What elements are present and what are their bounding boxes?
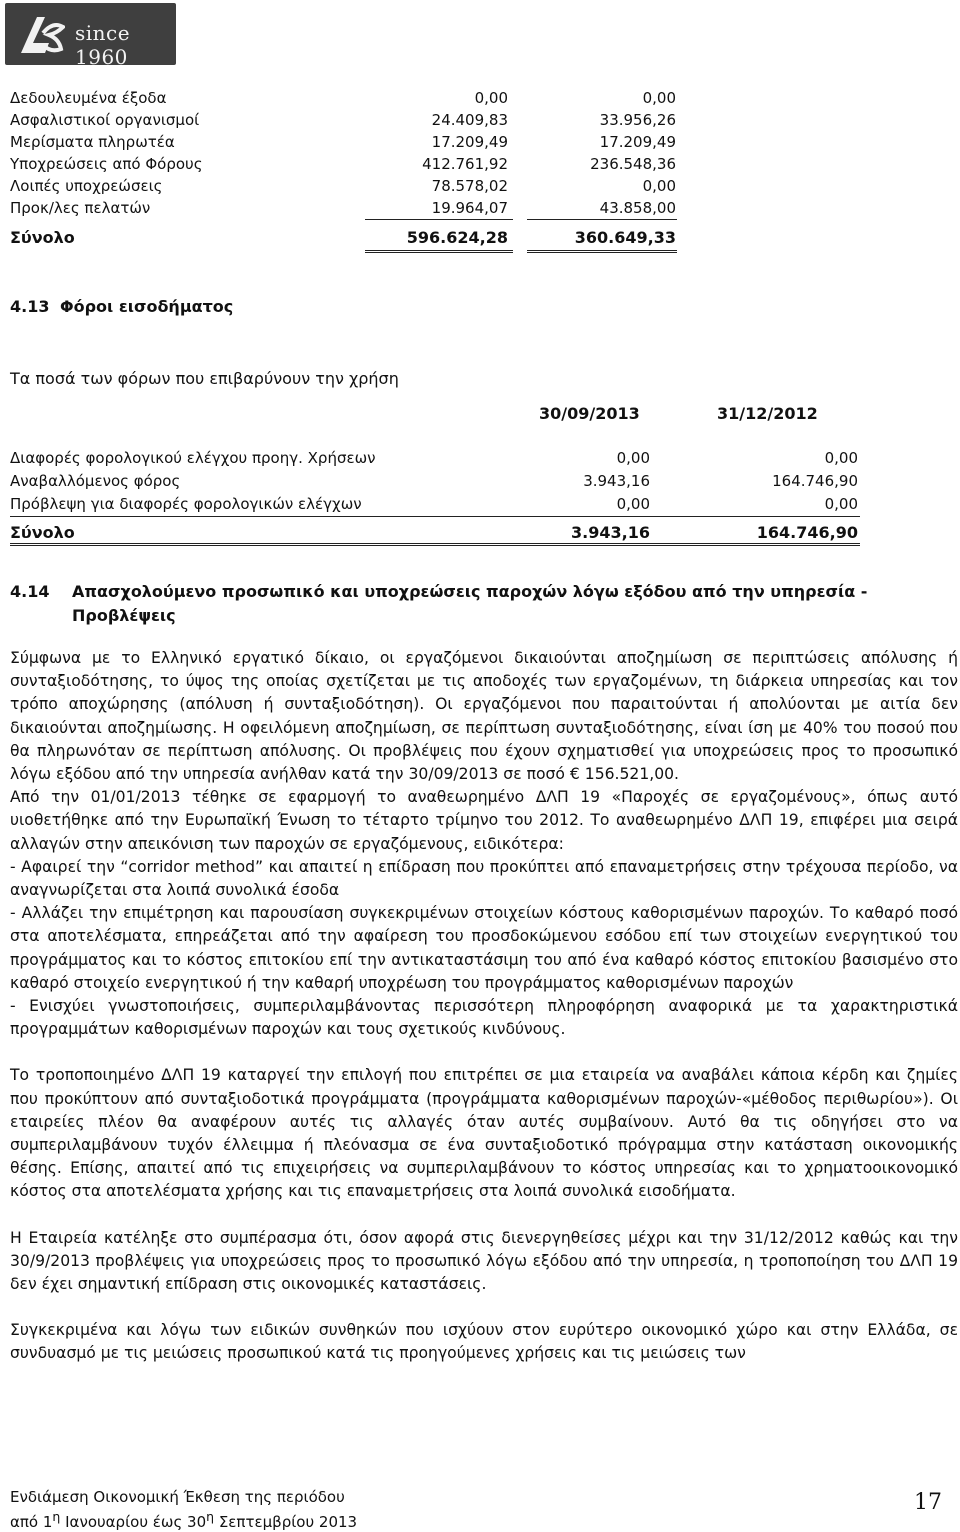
table-total-row bbox=[10, 219, 680, 253]
ordinal-superscript: η bbox=[52, 1509, 61, 1524]
company-logo bbox=[5, 3, 176, 69]
bullet-item: - Αφαιρεί την “corridor method” και απαιτεί η επίδραση που προκύπτει από επαναμετρήσεις στην τρέχουσα περίοδο, να αναγνωρίζεται στα λοιπά συνολικά έσοδα bbox=[10, 857, 958, 900]
total-value-current: 3.943,16 bbox=[571, 523, 650, 542]
table-row bbox=[10, 153, 680, 175]
table-total-row bbox=[10, 516, 860, 546]
section-title: Φόροι εισοδήματος bbox=[60, 297, 234, 316]
total-label: Σύνολο bbox=[10, 228, 75, 247]
row-value-current: 19.964,07 bbox=[431, 199, 508, 217]
footer-line-2 bbox=[10, 1507, 357, 1532]
row-label: Μερίσματα πληρωτέα bbox=[10, 133, 175, 151]
table-row bbox=[10, 175, 680, 197]
row-label: Δεδουλευμένα έξοδα bbox=[10, 89, 167, 107]
table-row bbox=[10, 109, 680, 131]
row-value-current: 17.209,49 bbox=[431, 133, 508, 151]
bullet-item: - Αλλάζει την επιμέτρηση και παρουσίαση συγκεκριμένων στοιχείων κόστους καθορισμένων παροχών. Το καθαρό ποσό στα αποτελέσματα, επηρεάζεται από την αφαίρεση του προσδοκώμενου εσόδου επί των στοιχείων ενεργητικού του προγράμματος και το κόστος επιτοκίου επί την αντικαταστάσιμη του από ένα καθαρό κόστος επιτοκίου βασισμένο στο καθαρό στοιχείο ενεργητικού ή την καθαρή υποχρέωση του προγράμματος καθορισμένων παροχών bbox=[10, 904, 958, 992]
page-number: 17 bbox=[914, 1490, 942, 1515]
row-label: Λοιπές υποχρεώσεις bbox=[10, 177, 163, 195]
row-label: Υποχρεώσεις από Φόρους bbox=[10, 155, 203, 173]
bullet-item: - Ενισχύει γνωστοποιήσεις, συμπεριλαμβάνοντας περισσότερη πληροφόρηση αναφορικά με τα χαρακτηριστικά προγραμμάτων καθορισμένων παροχών και τους σχετικούς κινδύνους. bbox=[10, 997, 958, 1039]
table-row bbox=[10, 131, 680, 153]
ordinal-superscript: η bbox=[206, 1509, 215, 1524]
paragraph: Σύμφωνα με το Ελληνικό εργατικό δίκαιο, οι εργαζόμενοι δικαιούνται αποζημίωση σε περιπτώσεις απόλυσης ή συνταξιοδότησης, το ύψος της οποίας σχετίζεται με τις αποδοχές των εργαζομένων, τη διάρκεια υπηρεσίας και τον τρόπο αποχώρησης (απόλυση ή συνταξιοδότηση). Οι εργαζόμενοι που παραιτούνται ή απολύονται με αιτία δεν δικαιούνται αποζημίωσης. Η οφειλόμενη αποζημίωση, σε περίπτωση συνταξιοδότησης, είναι ίση με 40% του ποσού που θα πληρωνόταν σε περίπτωση απόλυσης. Οι προβλέψεις που έχουν σχηματισθεί για υποχρεώσεις προς το προσωπικό λόγω εξόδου από την υπηρεσία ανήλθαν κατά την 30/09/2013 σε ποσό € 156.521,00. bbox=[10, 649, 958, 784]
row-label: Αναβαλλόμενος φόρος bbox=[10, 472, 181, 490]
total-label: Σύνολο bbox=[10, 523, 75, 542]
total-value-prior: 360.649,33 bbox=[574, 228, 676, 247]
section-title: Απασχολούμενο προσωπικό και υποχρεώσεις παροχών λόγω εξόδου από την υπηρεσία - Προβλέψεις bbox=[72, 582, 868, 625]
row-label: Διαφορές φορολογικού ελέγχου προηγ. Χρήσεων bbox=[10, 449, 376, 467]
logo-text: since 1960 bbox=[75, 21, 131, 69]
section-intro: Τα ποσά των φόρων που επιβαρύνουν την χρήση bbox=[10, 369, 399, 388]
row-value-current: 24.409,83 bbox=[431, 111, 508, 129]
row-value-prior: 43.858,00 bbox=[599, 199, 676, 217]
section-number: 4.13 bbox=[10, 297, 50, 316]
footer-line-1: Ενδιάμεση Οικονομική Έκθεση της περιόδου bbox=[10, 1488, 345, 1506]
table-row bbox=[10, 447, 860, 470]
row-value-current: 0,00 bbox=[474, 89, 508, 107]
row-value-prior: 236.548,36 bbox=[590, 155, 676, 173]
section-heading-4-13 bbox=[10, 297, 233, 316]
row-value-current: 0,00 bbox=[616, 495, 650, 513]
row-label: Ασφαλιστικοί οργανισμοί bbox=[10, 111, 200, 129]
row-value-current: 3.943,16 bbox=[583, 472, 650, 490]
section-number: 4.14 bbox=[10, 582, 50, 601]
paragraph: Συγκεκριμένα και λόγω των ειδικών συνθηκών που ισχύουν στον ευρύτερο οικονομικό χώρο και στην Ελλάδα, σε συνδυασμό με τις μειώσεις προσωπικού κατά τις προηγούμενες χρήσεις και τις μειώσεις των bbox=[10, 1321, 958, 1363]
row-value-current: 412.761,92 bbox=[422, 155, 508, 173]
row-value-current: 78.578,02 bbox=[431, 177, 508, 195]
total-value-prior: 164.746,90 bbox=[756, 523, 858, 542]
section-body bbox=[10, 647, 958, 1366]
divider bbox=[527, 250, 677, 253]
row-value-prior: 0,00 bbox=[824, 495, 858, 513]
row-value-prior: 17.209,49 bbox=[599, 133, 676, 151]
section-heading-4-14 bbox=[10, 580, 870, 628]
table-row bbox=[10, 197, 680, 219]
table-row bbox=[10, 87, 680, 109]
logo-mark-icon bbox=[19, 13, 65, 55]
footer-text: από 1 bbox=[10, 1513, 53, 1531]
row-value-prior: 0,00 bbox=[642, 177, 676, 195]
table-row bbox=[10, 470, 860, 493]
column-header-current: 30/09/2013 bbox=[539, 404, 640, 423]
page-footer bbox=[10, 1487, 357, 1532]
paragraph: Το τροποποιημένο ΔΛΠ 19 καταργεί την επιλογή που επιτρέπει σε μια εταιρεία να αναβάλει κάποια κέρδη και ζημίες που προκύπτουν από συνταξιοδοτικά προγράμματα (προγράμματα καθορισμένων παροχών-«μέθοδος περιθωρίου»). Οι εταιρείες πλέον θα αναφέρουν αυτές τις αλλαγές όταν αυτές συμβαίνουν. Αυτό θα τις οδηγήσει στο να συμπεριλαμβάνουν τυχόν έλλειμμα ή πλεόνασμα σε ένα συνταξιοδοτικό πρόγραμμα στην κατάσταση οικονομικής θέσης. Επίσης, απαιτεί από τις επιχειρήσεις να συμπεριλαμβάνουν το κόστος υπηρεσίας και το χρηματοοικονομικό κόστος στα αποτελέσματα χρήσης και τις επαναμετρήσεις στα λοιπά συνολικά εισοδήματα. bbox=[10, 1066, 958, 1201]
divider bbox=[10, 516, 860, 517]
total-value-current: 596.624,28 bbox=[406, 228, 508, 247]
row-value-prior: 33.956,26 bbox=[599, 111, 676, 129]
footer-text: Ιανουαρίου έως 30 bbox=[60, 1513, 207, 1531]
row-value-prior: 0,00 bbox=[642, 89, 676, 107]
table-row bbox=[10, 493, 860, 516]
paragraph: Η Εταιρεία κατέληξε στο συμπέρασμα ότι, όσον αφορά στις διενεργηθείσες μέχρι και την 31/12/2012 καθώς και την 30/9/2013 προβλέψεις για υποχρεώσεις προς το προσωπικό λόγω εξόδου από την υπηρεσία, η τροποποίηση του ΔΛΠ 19 δεν έχει σημαντική επίδραση στις οικονομικές καταστάσεις. bbox=[10, 1228, 958, 1294]
row-value-prior: 164.746,90 bbox=[772, 472, 858, 490]
row-label: Πρόβλεψη για διαφορές φορολογικών ελέγχων bbox=[10, 495, 362, 513]
row-value-prior: 0,00 bbox=[824, 449, 858, 467]
divider bbox=[10, 543, 860, 546]
divider bbox=[365, 250, 513, 253]
income-tax-table bbox=[10, 447, 860, 546]
paragraph: Από την 01/01/2013 τέθηκε σε εφαρμογή το αναθεωρημένο ΔΛΠ 19 «Παροχές σε εργαζομένους», όπως αυτό υιοθετήθηκε από την Ευρωπαϊκή Ένωση το τέταρτο τρίμηνο του 2012. Το αναθεωρημένο ΔΛΠ 19, επιφέρει μια σειρά αλλαγών στην απεικόνιση των παροχών σε εργαζόμενους, ειδικότερα: bbox=[10, 788, 958, 853]
footer-text: Σεπτεμβρίου 2013 bbox=[214, 1513, 358, 1531]
column-header-prior: 31/12/2012 bbox=[717, 404, 818, 423]
liabilities-table bbox=[10, 87, 680, 253]
row-value-current: 0,00 bbox=[616, 449, 650, 467]
row-label: Προκ/λες πελατών bbox=[10, 199, 151, 217]
